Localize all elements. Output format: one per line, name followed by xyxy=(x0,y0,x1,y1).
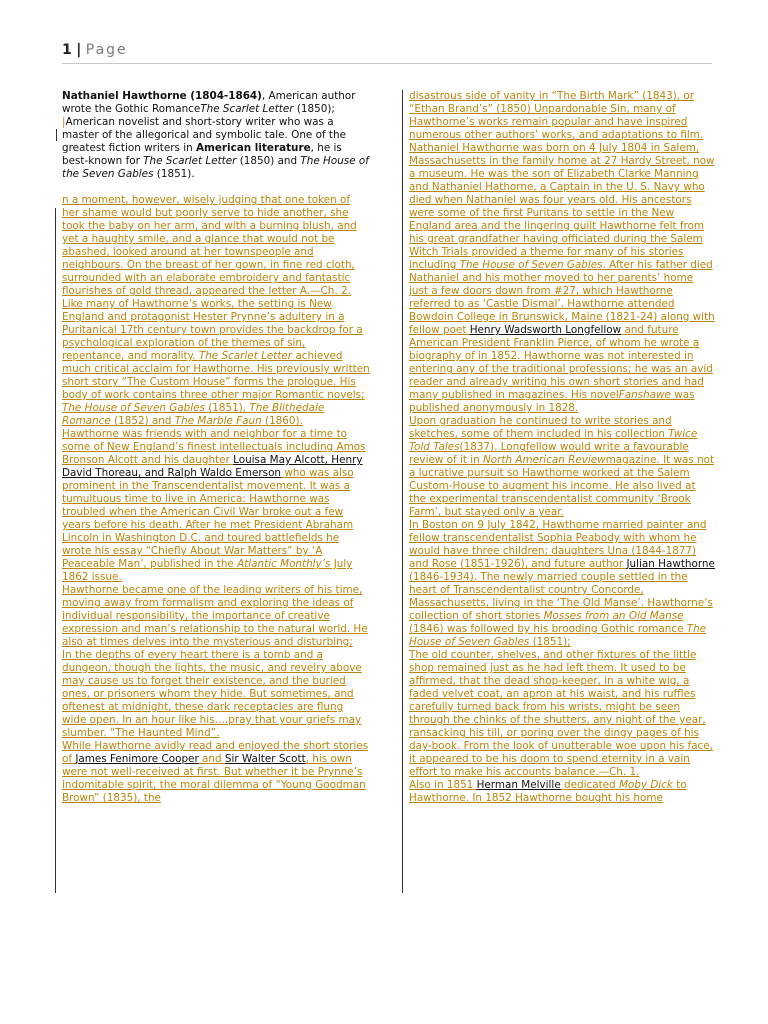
paragraph-friends xyxy=(62,428,370,584)
text-run: and xyxy=(198,753,225,765)
text-run: Like many of Hawthorne’s works, the setting is New England and protagonist Hester Prynne’s adultery in a Puritanical 17th century town provides the backdrop for a psychological exploration of the themes of sin, repentance, and morality. xyxy=(62,298,363,362)
text-run: , American author wrote the Gothic Romance xyxy=(62,90,356,115)
text-run: was published anonymously in 1828. xyxy=(409,389,695,414)
text-run: Also in 1851 xyxy=(409,779,477,791)
link-melville[interactable]: Herman Melville xyxy=(476,779,561,791)
paragraph-graduation xyxy=(409,415,715,519)
text-run: achieved much critical acclaim for Hawthorne. His previously written short story “The Custom House” forms the prologue. His body of work contains three other major Romantic novels; xyxy=(62,350,370,401)
text-run: , his own were not well-received at first. But whether it be Prynne’s indomitable spirit, the moral dilemma of “Young Goodman Brown” (1835), the xyxy=(62,753,366,804)
page-label: Page xyxy=(85,42,128,58)
text-run: (1846) was followed by his brooding Gothic romance xyxy=(409,623,687,635)
paragraph-gap xyxy=(62,181,370,194)
title-moby-dick: Moby Dick xyxy=(618,779,673,791)
text-run: (1860). xyxy=(261,415,303,427)
text-run: Upon graduation he continued to write stories and sketches, some of them included in his collection xyxy=(409,415,672,440)
text-run: dedicated xyxy=(560,779,619,791)
text-run: (1850) and xyxy=(236,155,301,167)
text-run: July 1862 issue. xyxy=(62,558,353,583)
text-run: , he is best-known for xyxy=(62,142,342,167)
title-mosses: Mosses from an Old Manse xyxy=(543,610,684,622)
link-walter-scott[interactable]: Sir Walter Scott xyxy=(224,753,306,765)
text-run: American novelist and short-story writer who was a master of the allegorical and symbolic tale. One of the greatest fiction writers in xyxy=(62,116,346,154)
title-scarlet-letter: The Scarlet Letter xyxy=(198,350,293,362)
paragraph-marriage xyxy=(409,519,715,649)
text-run: , xyxy=(324,454,332,466)
revision-bar-left xyxy=(55,208,56,893)
title-twice-told-tales: Twice Told Tales xyxy=(409,428,698,453)
text-run: Hawthorne was friends with and neighbor for a time to some of New England’s finest intellectuals including Amos Bronson Alcott and his daughter xyxy=(62,428,366,466)
quote-seven-gables: The old counter, shelves, and other fixtures of the little shop remained just as he had left them. It used to be affirmed, that the dead shop-keeper, in a white wig, a faded velvet coat, an apron at his waist, and his ruffles carefully turned back from his wrists, might be seen through the chinks of the shutters, any night of the year, ransacking his till, or poring over the dingy pages of his day-book. From the look of unutterable woe upon his face, it appeared to be his doom to spend eternity in a vain effort to make his accounts balance.—Ch. 1. xyxy=(409,649,713,778)
text-run: and future American President Franklin Pierce, of whom he wrote a biography of in 1852. Hawthorne was not interested in entering any of the traditional professions; he was an avid reader and already writing his own short stories and had many published in magazines. His novel xyxy=(409,324,713,401)
page-header xyxy=(62,44,712,64)
summary-paragraph xyxy=(62,116,370,181)
title-seven-gables: The House of the Seven Gables xyxy=(62,155,369,180)
author-name: Nathaniel Hawthorne (1804-1864) xyxy=(62,90,262,102)
text-run: In Boston on 9 July 1842, Hawthorne married painter and fellow transcendentalist Sophia Peabody with whom he would have three children; daughters Una (1844-1877) and Rose (1851-1926), and future author xyxy=(409,519,707,570)
cursor-mark: | xyxy=(62,116,66,128)
text-run: magazine. It was not a lucrative pursuit so Hawthorne worked at the Salem Custom-House to augment his income. He also lived at the experimental transcendentalist community ‘Brook Farm’, but stayed only a year. xyxy=(409,454,715,518)
left-column xyxy=(62,90,370,805)
text-run: (1846-1934). The newly married couple settled in the heart of Transcendentalist country Concorde, Massachusetts, living in the ‘The Old Manse’. Hawthorne’s collection of short stories xyxy=(409,571,713,622)
paragraph-biography xyxy=(409,142,715,415)
text-run: , and xyxy=(137,467,168,479)
title-scarlet-letter: The Scarlet Letter xyxy=(143,155,237,167)
text-run: (1850); xyxy=(293,103,335,115)
title-fanshawe: Fanshawe xyxy=(618,389,671,401)
link-longfellow[interactable]: Henry Wadsworth Longfellow xyxy=(469,324,622,336)
paragraph-legacy: disastrous side of vanity in “The Birth Mark” (1843), or “Ethan Brand’s” (1850) Unpardonable Sin, many of Hawthorne’s works remain popular and have inspired numerous other authors’ works, and adaptations to film. xyxy=(409,90,704,141)
paragraph-setting xyxy=(62,298,370,428)
title-seven-gables: The House of Seven Gables xyxy=(409,623,707,648)
quote-haunted-mind: In the depths of every heart there is a tomb and a dungeon, though the lights, the music, and revelry above may cause us to forget their existence, and the buried ones, or prisoners whom they hide. But sometimes, and oftenest at midnight, these dark receptacles are flung wide open. In an hour like his….pray that your griefs may slumber. “The Haunted Mind”. xyxy=(62,649,362,739)
title-marble-faun: The Marble Faun xyxy=(174,415,262,427)
header-separator: | xyxy=(76,42,82,58)
text-run: Nathaniel Hawthorne was born on 4 July 1804 in Salem, Massachusetts in the family home at 27 Hardy Street, now a museum. He was the son of Elizabeth Clarke Manning and Nathaniel Hathorne, a Captain in the U. S. Navy who died when Nathaniel was four years old. His ancestors were some of the first Puritans to settle in the New England area and the lingering guilt Hawthorne felt from his great grandfather having officiated during the Salem Witch Trials provided a theme for many of his stories including xyxy=(409,142,715,271)
quote-scarlet-letter: n a moment, however, wisely judging that one token of her shame would but poorly serve to hide another, she took the baby on her arm, and with a burning blush, and yet a haughty smile, and a glance that would not be abashed, looked around at her townspeople and neighbours. On the breast of her gown, in fine red cloth, surrounded with an elaborate embroidery and fantastic flourishes of gold thread, appeared the letter A.—Ch. 2. xyxy=(62,194,357,297)
link-thoreau[interactable]: Henry David Thoreau xyxy=(62,454,363,479)
text-run: to Hawthorne. In 1852 Hawthorne bought his home xyxy=(409,779,687,804)
link-julian-hawthorne[interactable]: Julian Hawthorne xyxy=(626,558,715,570)
title-scarlet-letter: The Scarlet Letter xyxy=(200,103,294,115)
title-seven-gables: The House of Seven Gables xyxy=(459,259,603,271)
text-run: (1837). Longfellow would write a favourable review of it in xyxy=(409,441,689,466)
right-column xyxy=(409,90,715,805)
title-north-american-review: North American Review xyxy=(483,454,606,466)
page-number: 1 xyxy=(62,42,72,58)
paragraph-influences xyxy=(62,740,370,805)
text-cursor xyxy=(56,129,57,141)
text-run: who was also prominent in the Transcendentalist movement. It was a tumultuous time to live in America: Hawthorne was troubled when the American Civil War broke out a few years before his death. After he met President Abraham Lincoln in Washington D.C. and toured battlefields he wrote his essay “Chiefly About War Matters” by ‘A Peaceable Man’, published in the xyxy=(62,467,354,570)
text-run: While Hawthorne avidly read and enjoyed the short stories of xyxy=(62,740,369,765)
paragraph-melville xyxy=(409,779,715,805)
link-emerson[interactable]: Ralph Waldo Emerson xyxy=(167,467,282,479)
text-run: . After his father died Nathaniel and his mother moved to her parents’ home just a few doors down from #27, which Hawthorne referred to as ‘Castle Dismal’. Hawthorne attended Bowdoin College in Brunswick, Maine (1821-24) along with fellow poet xyxy=(409,259,715,336)
title-atlantic-monthly: Atlantic Monthly’s xyxy=(237,558,331,570)
title-seven-gables: The House of Seven Gables xyxy=(62,402,205,414)
text-run: (1851); xyxy=(529,636,571,648)
bold-term: American literature xyxy=(196,142,311,154)
intro-paragraph xyxy=(62,90,370,116)
paragraph-leading-writer: Hawthorne became one of the leading writers of his time, moving away from formalism and exploring the ideas of individual responsibility, the importance of creative expression and man’s relationship to the natural world. He also at times delves into the mysterious and disturbing; xyxy=(62,584,368,648)
text-run: (1852) and xyxy=(110,415,175,427)
revision-bar-right xyxy=(402,90,403,893)
link-cooper[interactable]: James Fenimore Cooper xyxy=(75,753,199,765)
text-run: (1851), xyxy=(204,402,250,414)
text-run: (1851). xyxy=(153,168,195,180)
title-blithedale: The Blithedale Romance xyxy=(62,402,325,427)
link-louisa-may-alcott[interactable]: Louisa May Alcott xyxy=(233,454,325,466)
